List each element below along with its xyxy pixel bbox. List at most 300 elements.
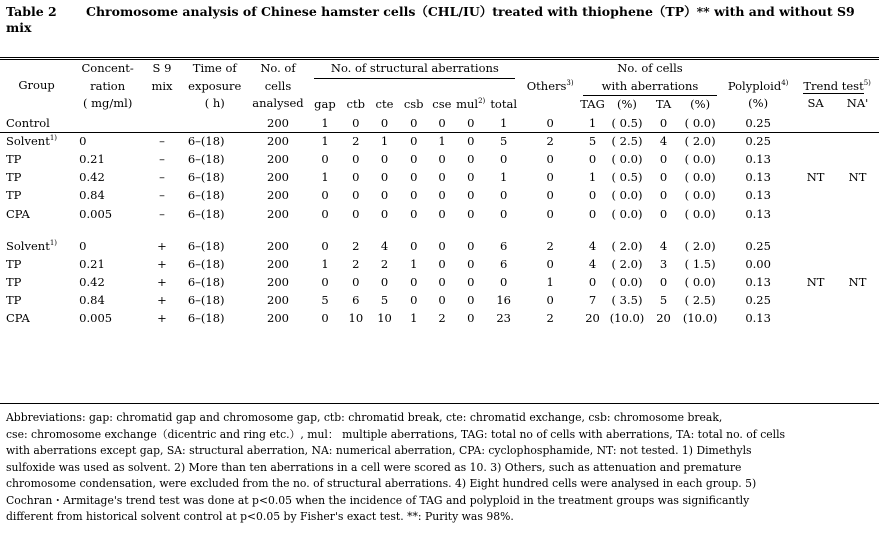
- cell-ta-pct-value: ( 0.0): [684, 275, 716, 290]
- cell-s9-value: –: [159, 206, 165, 221]
- cell-time: [182, 255, 248, 273]
- col-cte: cte: [375, 97, 394, 111]
- cell-others-value: 2: [546, 133, 554, 148]
- cell-time-value: 6–(18): [187, 293, 225, 308]
- cell-group-value: Control: [6, 115, 50, 130]
- cell-na: [836, 132, 879, 150]
- col-others-sup: 3): [566, 78, 574, 87]
- cell-cse: [428, 186, 455, 204]
- cell-cse-value: 2: [438, 311, 446, 326]
- cell-tag-pct: [606, 186, 648, 204]
- cell-others-value: 0: [546, 293, 554, 308]
- cell-ta-value: 0: [659, 188, 668, 203]
- cell-group: [0, 186, 73, 204]
- cell-time: [182, 291, 248, 309]
- cell-time: [182, 204, 248, 222]
- cell-others: [521, 132, 578, 150]
- cell-cte-value: 0: [380, 151, 389, 166]
- cell-csb-value: 1: [410, 256, 418, 271]
- cell-tag-pct: [606, 255, 648, 273]
- cell-ta: [648, 168, 679, 186]
- cell-ctb-value: 0: [352, 188, 360, 203]
- table-row: [0, 291, 879, 309]
- cell-na: [836, 237, 879, 255]
- cell-cse: [428, 255, 455, 273]
- col-time-line1: Time of: [192, 61, 237, 75]
- cell-ctb: [342, 291, 370, 309]
- cell-ta: [648, 114, 679, 132]
- cell-tag: [579, 291, 606, 309]
- col-cells-line1: No. of: [260, 61, 296, 75]
- cell-poly-value: 0.25: [745, 238, 771, 253]
- col-cells-line3: analysed: [252, 96, 304, 110]
- cell-mul: [456, 150, 486, 168]
- cell-conc: [73, 204, 142, 222]
- cell-gap-value: 0: [321, 311, 329, 326]
- cell-sa: [795, 114, 836, 132]
- cell-others: [521, 255, 578, 273]
- cell-time-value: 6–(18): [187, 133, 225, 148]
- cell-others: [521, 150, 578, 168]
- cell-total: [486, 150, 522, 168]
- cell-ctb-value: 0: [352, 206, 360, 221]
- cell-conc: [73, 237, 142, 255]
- cell-gap-value: 1: [321, 115, 329, 130]
- cell-cte: [370, 132, 399, 150]
- cell-tag-pct: [606, 291, 648, 309]
- cell-tag-value: 0: [588, 206, 597, 221]
- cell-ctb: [342, 273, 370, 291]
- col-aberrations-group: [579, 60, 721, 114]
- cell-ctb: [342, 204, 370, 222]
- cell-s9: [142, 237, 182, 255]
- cell-ta-pct-value: ( 2.5): [684, 293, 716, 308]
- cell-cte: [370, 186, 399, 204]
- col-na: NA': [846, 96, 869, 110]
- cell-cells-value: 200: [267, 238, 289, 253]
- cell-ta-pct-value: ( 0.0): [684, 151, 716, 166]
- cell-conc-value: 0.84: [79, 188, 105, 203]
- cell-ta-pct: [679, 132, 721, 150]
- cell-cse-value: 0: [438, 293, 446, 308]
- col-tag: TAG: [580, 97, 605, 111]
- cell-tag-pct-value: ( 0.0): [611, 151, 643, 166]
- cell-total: [486, 237, 522, 255]
- cell-csb-value: 0: [410, 115, 418, 130]
- cell-ta-value: 5: [659, 293, 668, 308]
- footnote-marker: 1): [49, 238, 57, 247]
- cell-gap: [308, 132, 341, 150]
- cell-others-value: 0: [546, 206, 554, 221]
- cell-ctb-value: 6: [352, 293, 360, 308]
- cell-poly-value: 0.13: [745, 275, 771, 290]
- cell-mul-value: 0: [467, 275, 475, 290]
- cell-s9-value: –: [159, 188, 165, 203]
- cell-cte: [370, 309, 399, 327]
- col-poly-text: Polyploid: [727, 78, 782, 93]
- cell-tag-value: 1: [588, 115, 597, 130]
- cell-conc-value: 0: [79, 133, 87, 148]
- cell-ta: [648, 132, 679, 150]
- col-others: [521, 60, 578, 114]
- col-others-label: [521, 78, 578, 96]
- cell-ta: [648, 273, 679, 291]
- cell-sa: [795, 309, 836, 327]
- cell-poly: [721, 255, 795, 273]
- cell-ta-pct: [679, 273, 721, 291]
- cell-gap-value: 0: [321, 188, 329, 203]
- col-time-line2: exposure: [188, 78, 242, 93]
- footnote-marker: 1): [49, 133, 57, 142]
- cell-group: [0, 168, 73, 186]
- cell-tag: [579, 237, 606, 255]
- col-concentration: [73, 60, 142, 114]
- cell-poly: [721, 273, 795, 291]
- cell-ctb-value: 2: [352, 256, 360, 271]
- col-cells: [248, 60, 309, 114]
- cell-na-value: NT: [848, 275, 867, 290]
- cell-ta-pct-value: (10.0): [682, 311, 718, 326]
- col-trend-group: [795, 60, 879, 114]
- cell-poly-value: 0.25: [745, 293, 771, 308]
- col-others-spacer: [521, 60, 578, 78]
- table-row: [0, 204, 879, 222]
- structural-heading: No. of structural aberrations: [314, 60, 515, 79]
- cell-csb-value: 0: [410, 151, 418, 166]
- cell-total-value: 23: [496, 311, 511, 326]
- cell-ctb: [342, 150, 370, 168]
- cell-tag: [579, 273, 606, 291]
- cell-cells: [248, 237, 309, 255]
- cell-cells: [248, 309, 309, 327]
- cell-cse: [428, 150, 455, 168]
- cell-ta-pct: [679, 237, 721, 255]
- table-row: [0, 186, 879, 204]
- cell-tag-value: 1: [588, 170, 597, 185]
- cell-cte: [370, 168, 399, 186]
- footnote-line: chromosome condensation, were excluded from the no. of structural aberrations. 4) Eight hundred cells were analysed in each group. 5): [6, 477, 757, 490]
- cell-csb: [399, 291, 428, 309]
- cell-group-value: TP: [6, 256, 22, 271]
- table-row: [0, 255, 879, 273]
- cell-cte-value: 4: [380, 238, 389, 253]
- col-cse: cse: [432, 97, 452, 111]
- cell-tag-value: 20: [585, 311, 600, 326]
- cell-time-value: 6–(18): [187, 170, 225, 185]
- cell-cte-value: 1: [380, 133, 389, 148]
- cell-s9: [142, 255, 182, 273]
- cell-tag-value: 4: [588, 256, 597, 271]
- cell-ta-value: 0: [659, 170, 668, 185]
- cell-csb-value: 0: [410, 188, 418, 203]
- cell-gap: [308, 309, 341, 327]
- cell-ta: [648, 237, 679, 255]
- cell-mul: [456, 132, 486, 150]
- cell-sa: [795, 237, 836, 255]
- cell-conc-value: 0.21: [79, 151, 105, 166]
- col-sa: SA: [807, 96, 824, 110]
- cell-csb: [399, 309, 428, 327]
- table-row: [0, 150, 879, 168]
- cell-s9: [142, 309, 182, 327]
- col-s9-line2: mix: [151, 78, 173, 93]
- col-poly-spacer: [721, 60, 795, 78]
- cell-gap: [308, 114, 341, 132]
- cell-cells: [248, 186, 309, 204]
- cell-csb: [399, 273, 428, 291]
- cell-tag: [579, 309, 606, 327]
- col-conc-line1: Concent-: [81, 61, 134, 75]
- cell-tag-pct: [606, 204, 648, 222]
- table-row: [0, 132, 879, 150]
- cell-ta-value: 4: [659, 133, 668, 148]
- trend-subheads: [795, 95, 879, 113]
- col-others-text: Others: [526, 78, 567, 93]
- cell-group-value: TP: [6, 275, 22, 290]
- footnote-line: with aberrations except gap, SA: structural aberration, NA: numerical aberration, CPA: cyclophosphamide, NT: not tested. 1) Dimethyls: [6, 444, 752, 457]
- cell-cse-value: 0: [438, 170, 446, 185]
- cell-cells: [248, 132, 309, 150]
- cell-total: [486, 291, 522, 309]
- cell-cse: [428, 273, 455, 291]
- cell-group: [0, 273, 73, 291]
- cell-cells-value: 200: [267, 133, 289, 148]
- cell-cse-value: 0: [438, 206, 446, 221]
- cell-tag-value: 0: [588, 188, 597, 203]
- cell-na: [836, 291, 879, 309]
- cell-mul: [456, 309, 486, 327]
- cell-na: [836, 114, 879, 132]
- cell-csb: [399, 237, 428, 255]
- col-s9-line1: S 9: [152, 61, 172, 75]
- cell-ctb: [342, 309, 370, 327]
- cell-sa-value: NT: [806, 275, 825, 290]
- cell-cse: [428, 132, 455, 150]
- cell-csb-value: 0: [410, 206, 418, 221]
- cell-s9-value: +: [157, 311, 167, 326]
- cell-tag-value: 4: [588, 238, 597, 253]
- cell-cells: [248, 273, 309, 291]
- cell-tag-value: 0: [588, 151, 597, 166]
- cell-ta-pct-value: ( 0.0): [684, 115, 716, 130]
- cell-ta: [648, 309, 679, 327]
- cell-conc-value: 0: [79, 238, 87, 253]
- cell-conc: [73, 114, 142, 132]
- cell-ta-value: 0: [659, 206, 668, 221]
- cell-cte: [370, 237, 399, 255]
- cell-cells-value: 200: [267, 275, 289, 290]
- cell-ctb-value: 0: [352, 170, 360, 185]
- cell-gap-value: 1: [321, 256, 329, 271]
- cell-cse-value: 1: [438, 133, 446, 148]
- cell-na: [836, 168, 879, 186]
- cell-cte-value: 5: [380, 293, 389, 308]
- cell-csb-value: 0: [410, 238, 418, 253]
- aberrations-heading-line1: No. of cells: [617, 61, 683, 75]
- cell-ta-pct: [679, 186, 721, 204]
- cell-cte-value: 0: [380, 115, 389, 130]
- cell-time: [182, 168, 248, 186]
- cell-mul: [456, 186, 486, 204]
- cell-total-value: 6: [500, 256, 508, 271]
- cell-total-value: 0: [500, 206, 508, 221]
- cell-s9-value: +: [157, 293, 167, 308]
- cell-s9-value: +: [157, 275, 167, 290]
- cell-ta-pct: [679, 150, 721, 168]
- cell-s9: [142, 150, 182, 168]
- cell-sa: [795, 204, 836, 222]
- footnote-line: different from historical solvent control at p<0.05 by Fisher's exact test. **: Purity was 98%.: [6, 510, 514, 523]
- cell-cells-value: 200: [267, 293, 289, 308]
- cell-gap-value: 0: [321, 151, 329, 166]
- cell-na: [836, 186, 879, 204]
- table-body-without-s9: [0, 114, 879, 223]
- data-table: [0, 60, 879, 328]
- col-tag-pct: (%): [617, 97, 637, 111]
- cell-tag: [579, 114, 606, 132]
- cell-poly: [721, 168, 795, 186]
- cell-group-value: Solvent: [6, 238, 50, 253]
- cell-total-value: 0: [500, 275, 508, 290]
- cell-conc-value: 0.005: [79, 311, 113, 326]
- cell-others-value: 0: [546, 115, 554, 130]
- cell-csb-value: 0: [410, 133, 418, 148]
- cell-group: [0, 132, 73, 150]
- top-rule: [0, 57, 879, 58]
- cell-tag-pct-value: (10.0): [609, 311, 645, 326]
- cell-group: [0, 309, 73, 327]
- cell-group-value: Solvent: [6, 133, 50, 148]
- cell-tag-pct: [606, 132, 648, 150]
- cell-tag: [579, 150, 606, 168]
- cell-group-value: TP: [6, 188, 22, 203]
- cell-tag-pct: [606, 309, 648, 327]
- cell-total: [486, 186, 522, 204]
- header-row: [0, 60, 879, 114]
- col-conc-line2: ration: [90, 78, 126, 93]
- cell-ta-pct: [679, 168, 721, 186]
- cell-ta-pct: [679, 309, 721, 327]
- cell-cte: [370, 150, 399, 168]
- cell-conc: [73, 255, 142, 273]
- col-ctb: ctb: [346, 97, 365, 111]
- cell-group: [0, 237, 73, 255]
- cell-mul: [456, 168, 486, 186]
- cell-ta-pct-value: ( 2.0): [684, 238, 716, 253]
- table-row: [0, 168, 879, 186]
- cell-cells-value: 200: [267, 170, 289, 185]
- cell-cte-value: 0: [380, 275, 389, 290]
- aberrations-subheads: [579, 96, 721, 114]
- cell-total-value: 1: [500, 115, 508, 130]
- cell-sa: [795, 132, 836, 150]
- cell-poly: [721, 204, 795, 222]
- table-footnotes: [6, 410, 874, 526]
- cell-cse: [428, 309, 455, 327]
- cell-s9-value: –: [159, 151, 165, 166]
- col-mul-label: mul: [456, 97, 479, 111]
- cell-s9-value: –: [159, 170, 165, 185]
- cell-ta-value: 4: [659, 238, 668, 253]
- cell-conc: [73, 309, 142, 327]
- cell-tag-pct-value: ( 0.5): [611, 170, 643, 185]
- cell-others: [521, 168, 578, 186]
- cell-tag: [579, 186, 606, 204]
- footnote-line: sulfoxide was used as solvent. 2) More than ten aberrations in a cell were scored as 10. 3) Others, such as attenuation and premature: [6, 460, 742, 474]
- cell-others-value: 0: [546, 170, 554, 185]
- cell-tag-value: 5: [588, 133, 597, 148]
- col-mul-sup: 2): [478, 97, 486, 106]
- cell-mul-value: 0: [467, 170, 475, 185]
- cell-ctb-value: 2: [352, 133, 360, 148]
- cell-time-value: 6–(18): [187, 275, 225, 290]
- cell-tag-value: 0: [588, 275, 597, 290]
- cell-gap-value: 1: [321, 170, 329, 185]
- cell-cells: [248, 255, 309, 273]
- cell-others-value: 2: [546, 311, 554, 326]
- cell-csb: [399, 150, 428, 168]
- bottom-rule: [0, 403, 879, 404]
- cell-time-value: 6–(18): [187, 151, 225, 166]
- cell-gap-value: 0: [321, 275, 329, 290]
- cell-s9: [142, 132, 182, 150]
- cell-conc: [73, 273, 142, 291]
- cell-s9: [142, 168, 182, 186]
- cell-ta-pct-value: ( 1.5): [684, 256, 716, 271]
- cell-mul-value: 0: [467, 206, 475, 221]
- cell-poly-value: 0.13: [745, 311, 771, 326]
- cell-s9-value: +: [157, 238, 167, 253]
- cell-s9: [142, 204, 182, 222]
- cell-na-value: NT: [848, 170, 867, 185]
- cell-ta-pct-value: ( 0.0): [684, 206, 716, 221]
- cell-group: [0, 204, 73, 222]
- cell-sa: [795, 168, 836, 186]
- cell-cse-value: 0: [438, 238, 446, 253]
- cell-s9: [142, 291, 182, 309]
- col-ta: TA: [655, 97, 672, 111]
- col-polyploid: [721, 60, 795, 114]
- cell-cte: [370, 291, 399, 309]
- cell-tag-pct: [606, 273, 648, 291]
- cell-tag-pct-value: ( 0.0): [611, 275, 643, 290]
- cell-ta-value: 0: [659, 275, 668, 290]
- cell-gap-value: 0: [321, 206, 329, 221]
- cell-cells: [248, 291, 309, 309]
- cell-sa: [795, 186, 836, 204]
- cell-others: [521, 237, 578, 255]
- table-row: [0, 309, 879, 327]
- cell-gap-value: 0: [321, 238, 329, 253]
- cell-cells-value: 200: [267, 311, 289, 326]
- cell-tag-pct-value: ( 2.0): [611, 256, 643, 271]
- col-trend-text: Trend test: [803, 78, 864, 93]
- cell-total: [486, 273, 522, 291]
- cell-ctb: [342, 132, 370, 150]
- cell-mul: [456, 237, 486, 255]
- cell-total: [486, 168, 522, 186]
- cell-total-value: 0: [500, 151, 508, 166]
- cell-mul-value: 0: [467, 188, 475, 203]
- cell-mul-value: 0: [467, 151, 475, 166]
- cell-time-value: 6–(18): [187, 188, 225, 203]
- table-row: [0, 273, 879, 291]
- cell-time: [182, 132, 248, 150]
- cell-group: [0, 255, 73, 273]
- col-time-line3: ( h): [204, 96, 225, 110]
- cell-tag-pct-value: ( 0.0): [611, 188, 643, 203]
- col-csb: csb: [403, 97, 424, 111]
